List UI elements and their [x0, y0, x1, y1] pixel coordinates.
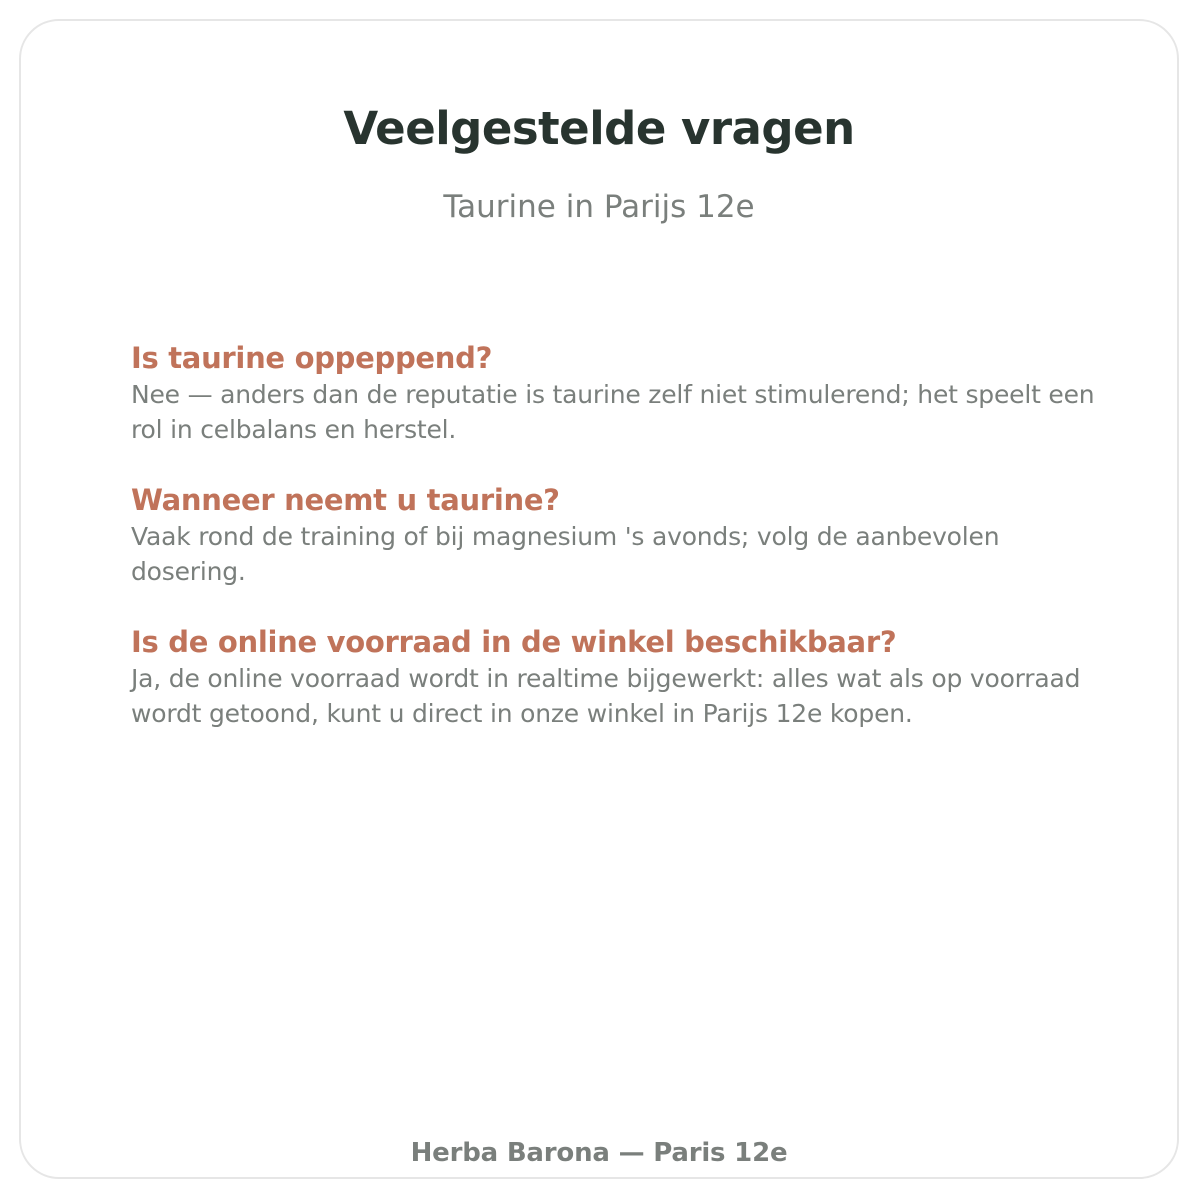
faq-answer: Ja, de online voorraad wordt in realtime bijgewerkt: alles wat als op voorraad wordt getoond, kunt u direct in onze winkel in Parijs 12e kopen. [131, 664, 1081, 728]
faq-question: Wanneer neemt u taurine? [131, 483, 560, 517]
faq-question: Is taurine oppeppend? [131, 341, 493, 375]
faq-answer: Vaak rond de training of bij magnesium 's avonds; volg de aanbevolen dosering. [131, 522, 1000, 586]
faq-item [131, 481, 1121, 589]
faq-item [131, 623, 1121, 731]
page-title: Veelgestelde vragen [343, 102, 855, 155]
footer-brand: Herba Barona — Paris 12e [410, 1138, 788, 1168]
faq-answer: Nee — anders dan de reputatie is taurine zelf niet stimulerend; het speelt een rol in celbalans en herstel. [131, 380, 1095, 444]
faq-item [131, 339, 1121, 447]
faq-card [19, 19, 1179, 1179]
faq-question: Is de online voorraad in de winkel beschikbaar? [131, 625, 897, 659]
faq-list [131, 339, 1121, 765]
page-subtitle: Taurine in Parijs 12e [443, 189, 755, 225]
